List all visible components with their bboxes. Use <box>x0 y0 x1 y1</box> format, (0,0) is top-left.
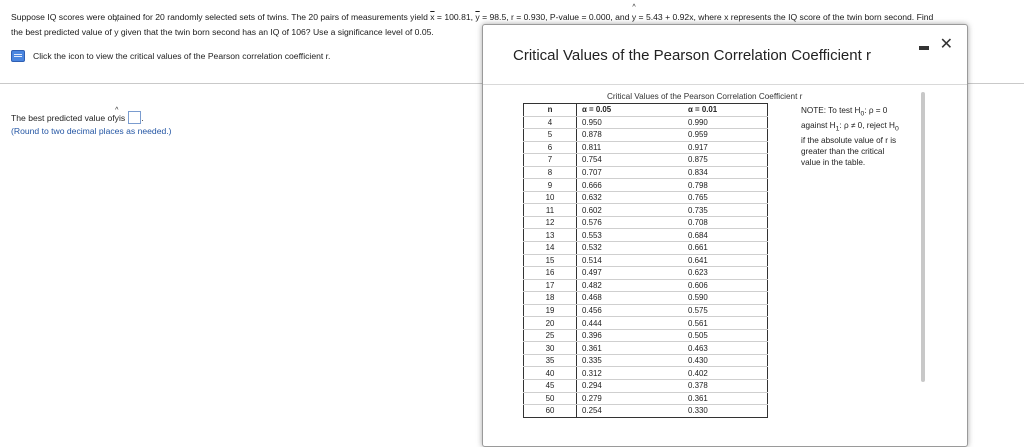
cell-alpha-001: 0.361 <box>683 392 768 405</box>
note-sub: 0 <box>894 125 899 133</box>
table-row <box>524 304 768 317</box>
x-bar-symbol: $\overline{x}$ <box>430 12 435 22</box>
cell-n: 20 <box>524 317 577 330</box>
scrollbar[interactable] <box>921 92 925 382</box>
y-hat-symbol: ^ y <box>632 10 636 25</box>
table-row <box>524 204 768 217</box>
cell-alpha-005: 0.576 <box>577 216 684 229</box>
question-part1: Suppose IQ scores were obtained for 20 randomly selected sets of twins. The 20 pairs of measurements yield <box>11 12 431 22</box>
cell-alpha-005: 0.456 <box>577 304 684 317</box>
cell-alpha-005: 0.602 <box>577 204 684 217</box>
cell-n: 8 <box>524 166 577 179</box>
cell-alpha-001: 0.990 <box>683 116 768 129</box>
cell-n: 17 <box>524 279 577 292</box>
cell-alpha-005: 0.361 <box>577 342 684 355</box>
table-row <box>524 317 768 330</box>
note-text: : ρ ≠ 0, reject H <box>839 120 895 130</box>
cell-alpha-001: 0.505 <box>683 329 768 342</box>
cell-alpha-005: 0.553 <box>577 229 684 242</box>
cell-n: 14 <box>524 242 577 255</box>
cell-alpha-001: 0.463 <box>683 342 768 355</box>
cell-n: 9 <box>524 179 577 192</box>
cell-alpha-005: 0.294 <box>577 380 684 393</box>
note-text: : ρ = 0 <box>864 106 888 115</box>
answer-input[interactable] <box>128 111 144 124</box>
question-line2b: given that the twin born second has an IQ of 106? Use a significance level of 0.05. <box>118 27 434 37</box>
table-row <box>524 380 768 393</box>
cell-alpha-001: 0.735 <box>683 204 768 217</box>
cell-n: 13 <box>524 229 577 242</box>
note-text: against H <box>801 120 836 130</box>
answer-suffix: . <box>141 112 144 123</box>
cell-alpha-001: 0.590 <box>683 292 768 305</box>
header-alpha-001: α = 0.01 <box>683 104 768 117</box>
critical-values-dialog <box>482 24 968 447</box>
cell-alpha-005: 0.811 <box>577 141 684 154</box>
cell-alpha-005: 0.754 <box>577 154 684 167</box>
cell-n: 30 <box>524 342 577 355</box>
cell-alpha-001: 0.575 <box>683 304 768 317</box>
cell-n: 4 <box>524 116 577 129</box>
cell-alpha-005: 0.312 <box>577 367 684 380</box>
cell-n: 15 <box>524 254 577 267</box>
note-sub: 0 <box>860 110 865 118</box>
cell-n: 10 <box>524 191 577 204</box>
table-icon[interactable] <box>11 50 25 62</box>
question-part4: = 5.43 + 0.92x, where x represents the IQ score of the twin born second. Find <box>636 12 934 22</box>
table-row <box>524 116 768 129</box>
cell-alpha-001: 0.561 <box>683 317 768 330</box>
note-text: if the absolute value of r is <box>801 135 897 145</box>
hint-text: Click the icon to view the critical values of the Pearson correlation coefficient r. <box>33 51 331 61</box>
table-row <box>524 154 768 167</box>
table-row <box>524 292 768 305</box>
note-text: NOTE: To test H <box>801 106 861 115</box>
cell-alpha-001: 0.765 <box>683 191 768 204</box>
cell-alpha-001: 0.875 <box>683 154 768 167</box>
cell-alpha-001: 0.641 <box>683 254 768 267</box>
y-bar-symbol: $\overline{y}$ <box>475 12 480 22</box>
cell-alpha-005: 0.279 <box>577 392 684 405</box>
cell-n: 25 <box>524 329 577 342</box>
cell-alpha-001: 0.623 <box>683 267 768 280</box>
answer-prefix: The best predicted value of <box>11 112 115 123</box>
table-row <box>524 279 768 292</box>
cell-alpha-001: 0.708 <box>683 216 768 229</box>
table-row <box>524 329 768 342</box>
cell-alpha-001: 0.330 <box>683 405 768 418</box>
cell-alpha-005: 0.482 <box>577 279 684 292</box>
table-row <box>524 141 768 154</box>
note-text: greater than the critical <box>801 146 885 156</box>
cell-alpha-001: 0.684 <box>683 229 768 242</box>
cell-alpha-005: 0.468 <box>577 292 684 305</box>
cell-n: 5 <box>524 129 577 142</box>
question-part3: = 98.5, r = 0.930, P-value = 0.000, and <box>479 12 632 22</box>
cell-n: 16 <box>524 267 577 280</box>
table-title: Critical Values of the Pearson Correlation Coefficient r <box>607 92 803 101</box>
answer-mid: is <box>118 112 126 123</box>
table-row <box>524 367 768 380</box>
cell-n: 60 <box>524 405 577 418</box>
cell-alpha-005: 0.878 <box>577 129 684 142</box>
cell-alpha-001: 0.606 <box>683 279 768 292</box>
cell-n: 11 <box>524 204 577 217</box>
table-header-row <box>524 104 768 117</box>
table-row <box>524 392 768 405</box>
cell-alpha-005: 0.632 <box>577 191 684 204</box>
cell-alpha-001: 0.430 <box>683 354 768 367</box>
dialog-divider <box>483 84 967 85</box>
header-n: n <box>524 104 577 117</box>
table-row <box>524 229 768 242</box>
table-row <box>524 216 768 229</box>
table-row <box>524 354 768 367</box>
cell-alpha-001: 0.834 <box>683 166 768 179</box>
dialog-title: Critical Values of the Pearson Correlation Coefficient r <box>513 47 871 64</box>
table-row <box>524 129 768 142</box>
cell-n: 12 <box>524 216 577 229</box>
cell-alpha-005: 0.444 <box>577 317 684 330</box>
y-hat-symbol-2: ^ y <box>114 25 118 40</box>
critical-values-table <box>523 103 768 418</box>
cell-n: 18 <box>524 292 577 305</box>
cell-alpha-001: 0.378 <box>683 380 768 393</box>
hint-row <box>11 50 330 62</box>
question-part2: = 100.81, <box>434 12 476 22</box>
table-row <box>524 166 768 179</box>
cell-alpha-005: 0.335 <box>577 354 684 367</box>
cell-alpha-005: 0.950 <box>577 116 684 129</box>
close-button[interactable]: ✕ <box>939 36 953 53</box>
minimize-button[interactable] <box>919 46 929 50</box>
cell-alpha-001: 0.402 <box>683 367 768 380</box>
cell-alpha-001: 0.959 <box>683 129 768 142</box>
round-note: (Round to two decimal places as needed.) <box>11 126 172 136</box>
cell-n: 40 <box>524 367 577 380</box>
table-row <box>524 405 768 418</box>
cell-alpha-005: 0.396 <box>577 329 684 342</box>
table-row <box>524 179 768 192</box>
table-row <box>524 342 768 355</box>
cell-alpha-001: 0.917 <box>683 141 768 154</box>
cell-n: 45 <box>524 380 577 393</box>
cell-n: 35 <box>524 354 577 367</box>
cell-alpha-005: 0.254 <box>577 405 684 418</box>
cell-alpha-005: 0.666 <box>577 179 684 192</box>
cell-n: 7 <box>524 154 577 167</box>
table-row <box>524 191 768 204</box>
table-row <box>524 267 768 280</box>
note-sub: 1 <box>835 125 840 133</box>
note-text: value in the table. <box>801 158 866 168</box>
cell-alpha-001: 0.798 <box>683 179 768 192</box>
question-line2a: the best predicted value of <box>11 27 115 37</box>
answer-y-hat: ^ y <box>115 113 119 123</box>
answer-line <box>11 111 144 124</box>
table-row <box>524 242 768 255</box>
table-note <box>801 105 913 168</box>
header-alpha-005: α = 0.05 <box>577 104 684 117</box>
cell-n: 6 <box>524 141 577 154</box>
cell-n: 19 <box>524 304 577 317</box>
cell-alpha-005: 0.707 <box>577 166 684 179</box>
cell-alpha-001: 0.661 <box>683 242 768 255</box>
cell-alpha-005: 0.514 <box>577 254 684 267</box>
cell-n: 50 <box>524 392 577 405</box>
cell-alpha-005: 0.532 <box>577 242 684 255</box>
table-row <box>524 254 768 267</box>
cell-alpha-005: 0.497 <box>577 267 684 280</box>
